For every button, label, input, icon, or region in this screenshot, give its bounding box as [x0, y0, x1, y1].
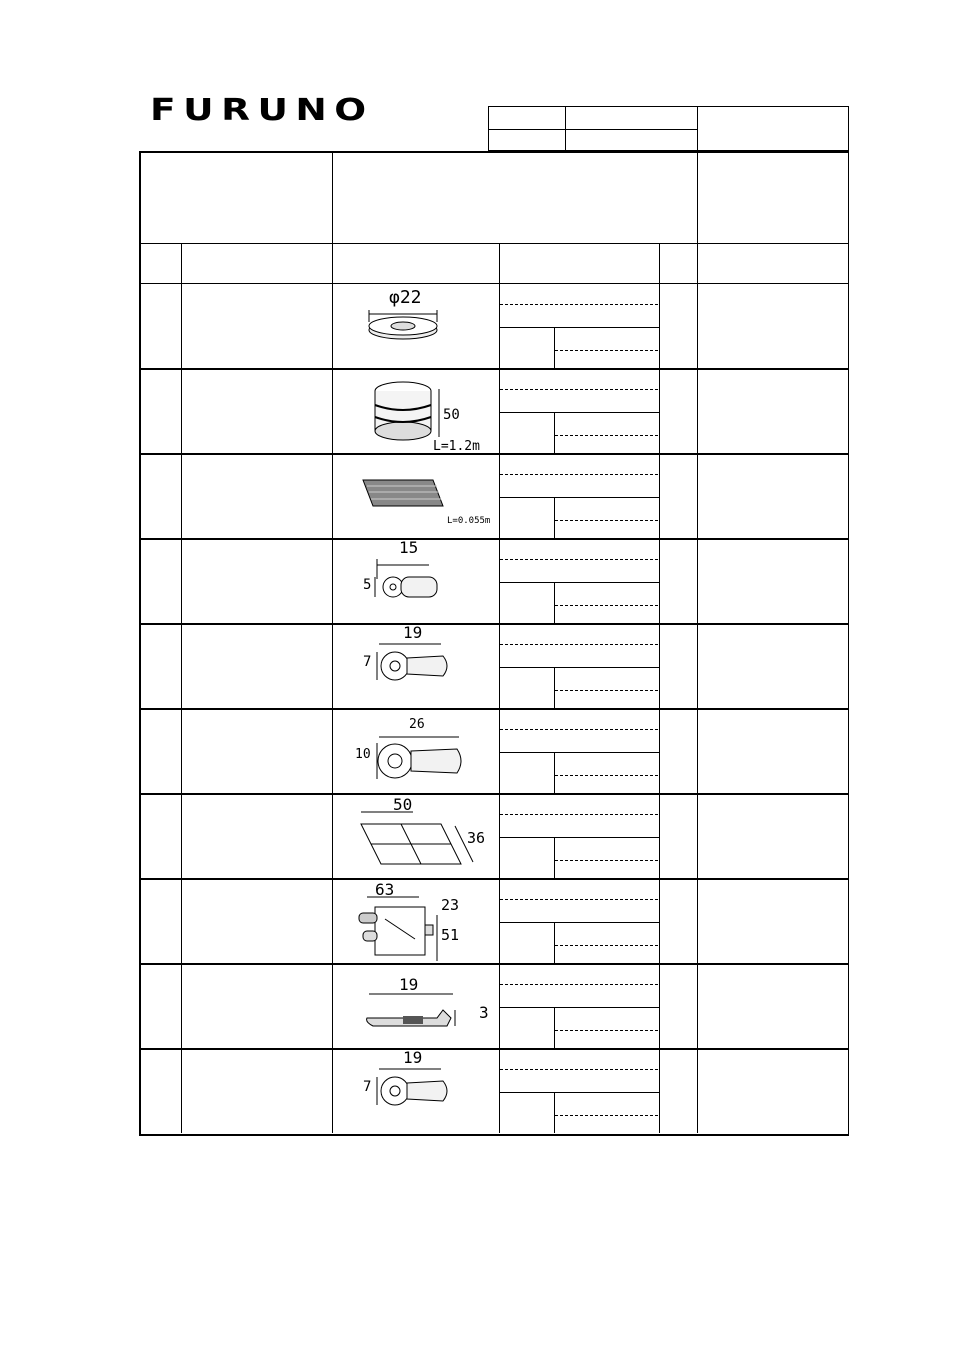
spec-divider: [499, 412, 659, 413]
dimension-label: L=1.2m: [433, 439, 480, 454]
spec-dotted-line: [555, 945, 658, 946]
cell-divider: [697, 623, 698, 708]
spec-subdivider: [554, 497, 555, 538]
spec-divider: [499, 327, 659, 328]
spec-dotted-line: [500, 474, 658, 475]
spec-divider: [499, 582, 659, 583]
dimension-label: 5: [363, 577, 372, 593]
spec-divider: [499, 667, 659, 668]
spec-dotted-line: [500, 559, 658, 560]
cell-divider: [659, 963, 660, 1048]
cell-divider: [499, 538, 500, 623]
cell-divider: [499, 878, 500, 963]
clamp-bracket-icon: [333, 879, 499, 963]
cell-divider: [659, 368, 660, 453]
dimension-label: 7: [363, 654, 372, 670]
spec-dotted-line: [555, 1115, 658, 1116]
spec-dotted-line: [500, 899, 658, 900]
cell-divider: [181, 453, 182, 538]
cell-divider: [659, 793, 660, 878]
spec-subdivider: [554, 412, 555, 453]
spec-divider: [499, 752, 659, 753]
spec-subdivider: [554, 582, 555, 623]
cell-divider: [499, 708, 500, 793]
spec-dotted-line: [500, 644, 658, 645]
cell-divider: [181, 623, 182, 708]
spec-dotted-line: [500, 304, 658, 305]
spec-subdivider: [554, 667, 555, 708]
spec-dotted-line: [500, 984, 658, 985]
cell-divider: [697, 963, 698, 1048]
cell-divider: [697, 708, 698, 793]
cell-divider: [181, 1048, 182, 1133]
spec-dotted-line: [555, 1030, 658, 1031]
spec-dotted-line: [500, 1069, 658, 1070]
dimension-label: 26: [409, 717, 425, 732]
dimension-label: 7: [363, 1079, 372, 1095]
cell-divider: [499, 453, 500, 538]
cell-divider: [659, 623, 660, 708]
cell-divider: [499, 963, 500, 1048]
dimension-label: 15: [399, 538, 419, 557]
spec-divider: [499, 1092, 659, 1093]
spec-dotted-line: [555, 350, 658, 351]
dimension-label: L=0.055m: [447, 516, 491, 526]
cell-divider: [697, 1048, 698, 1133]
dimension-label: 51: [441, 926, 460, 944]
cell-divider: [659, 453, 660, 538]
spec-dotted-line: [555, 605, 658, 606]
dimension-label: 23: [441, 896, 460, 914]
cell-divider: [499, 793, 500, 878]
spec-divider: [499, 1007, 659, 1008]
spec-subdivider: [554, 1092, 555, 1133]
spec-subdivider: [554, 837, 555, 878]
cell-divider: [181, 793, 182, 878]
spec-divider: [499, 922, 659, 923]
dimension-label: 63: [375, 880, 395, 899]
cell-divider: [659, 283, 660, 368]
cell-divider: [499, 1048, 500, 1133]
dimension-label: 19: [403, 623, 423, 642]
cell-divider: [499, 368, 500, 453]
dimension-label: 19: [403, 1048, 423, 1067]
spec-subdivider: [554, 327, 555, 368]
dimension-label: 36: [467, 829, 486, 847]
cell-divider: [697, 538, 698, 623]
cell-divider: [181, 538, 182, 623]
spec-divider: [499, 497, 659, 498]
cell-divider: [697, 793, 698, 878]
cell-divider: [697, 453, 698, 538]
spec-dotted-line: [500, 729, 658, 730]
cell-divider: [499, 623, 500, 708]
spec-dotted-line: [555, 775, 658, 776]
spec-subdivider: [554, 922, 555, 963]
dimension-label: 10: [355, 747, 371, 762]
cell-divider: [659, 878, 660, 963]
spec-subdivider: [554, 752, 555, 793]
spec-dotted-line: [500, 389, 658, 390]
cell-divider: [697, 283, 698, 368]
cell-divider: [659, 708, 660, 793]
cell-divider: [659, 1048, 660, 1133]
dimension-label: 50: [443, 407, 460, 423]
spec-dotted-line: [555, 435, 658, 436]
spec-dotted-line: [555, 860, 658, 861]
dimension-label: φ22: [389, 287, 422, 308]
spec-subdivider: [554, 1007, 555, 1048]
dimension-label: 19: [399, 975, 419, 994]
cell-divider: [659, 538, 660, 623]
spec-divider: [499, 837, 659, 838]
cell-divider: [181, 708, 182, 793]
cell-divider: [697, 368, 698, 453]
spec-dotted-line: [500, 814, 658, 815]
cell-divider: [181, 963, 182, 1048]
furuno-logo: FURUNO: [150, 93, 374, 128]
dimension-label: 3: [479, 1003, 489, 1022]
spec-dotted-line: [555, 520, 658, 521]
cell-divider: [499, 283, 500, 368]
cell-divider: [181, 368, 182, 453]
cell-divider: [697, 878, 698, 963]
spec-dotted-line: [555, 690, 658, 691]
cell-divider: [181, 878, 182, 963]
dimension-label: 50: [393, 795, 413, 814]
cell-divider: [181, 283, 182, 368]
